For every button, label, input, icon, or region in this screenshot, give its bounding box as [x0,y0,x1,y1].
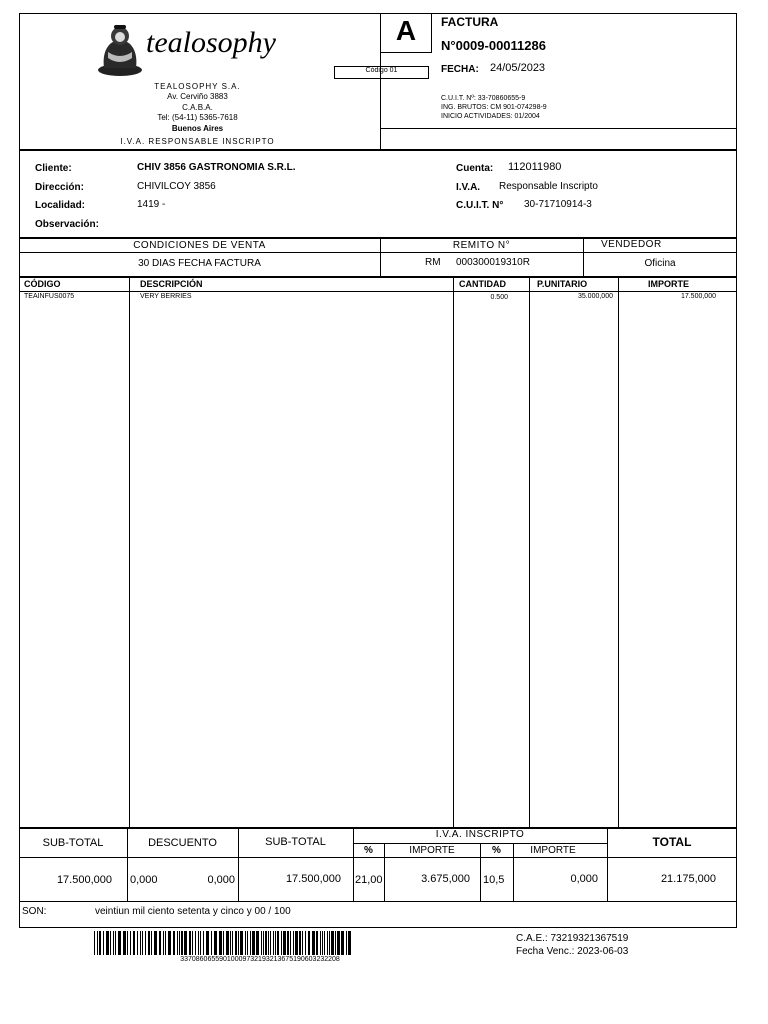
barcode-bar [154,931,157,955]
cliente-label: Cliente: [35,163,72,174]
barcode-bar [130,931,131,955]
descuento-pct-value: 0,000 [130,874,158,886]
remito-value: 000300019310R [456,257,530,268]
barcode-bar [245,931,246,955]
logo-text: tealosophy [146,26,276,59]
barcode-bar [287,931,289,955]
row-unitario: 35.000,000 [577,293,613,300]
barcode-bar [316,931,318,955]
total-value: 21.175,000 [660,873,716,885]
son-text: veintiun mil ciento setenta y cinco y 00 / 100 [95,906,291,917]
company-name: TEALOSOPHY S.A. [154,82,241,91]
barcode-bar [206,931,209,955]
descuento-amt-value: 0,000 [207,874,235,886]
barcode-bar [219,931,222,955]
barcode-bar [211,931,212,955]
ing-brutos-line: ING. BRUTOS: CM 901-074298-9 [441,104,547,111]
barcode-bar [283,931,286,955]
company-iva-condition: I.V.A. RESPONSABLE INSCRIPTO [120,137,275,146]
items-col-div-2 [453,277,454,828]
conditions-mid-rule [19,252,737,253]
iva1-amt-value: 3.675,000 [421,873,470,885]
barcode-bar [140,931,141,955]
company-address: Av. Cerviño 3883 [167,92,228,101]
barcode-bar [273,931,274,955]
iva2-importe-label: IMPORTE [530,845,576,856]
company-phone: Tel: (54-11) 5365-7618 [157,113,238,122]
barcode-bar [192,931,193,955]
barcode-bar [148,931,150,955]
barcode-bar [110,931,111,955]
barcode [94,931,426,955]
iva2-pct-label: % [492,845,501,856]
barcode-bar [94,931,95,955]
condiciones-label: CONDICIONES DE VENTA [133,240,266,251]
iva2-amt-value: 0,000 [570,873,598,885]
iva1-pct-value: 21,00 [355,874,383,886]
fecha-label: FECHA: [441,64,479,75]
barcode-bar [265,931,267,955]
barcode-bar [181,931,183,955]
barcode-bar [99,931,101,955]
items-col-div-3 [529,277,530,828]
barcode-bar [223,931,224,955]
vendedor-value: Oficina [644,258,676,269]
localidad-value: 1419 - [137,199,166,210]
cuenta-label: Cuenta: [456,163,494,174]
barcode-bar [113,931,114,955]
barcode-bar [145,931,146,955]
subtotal2-value: 17.500,000 [285,873,341,885]
barcode-bar [163,931,164,955]
barcode-bar [103,931,104,955]
barcode-bar [127,931,128,955]
barcode-bar [235,931,237,955]
localidad-label: Localidad: [35,200,86,211]
iva2-pct-value: 10,5 [483,874,505,886]
row-importe: 17.500,000 [680,293,716,300]
row-codigo: TEAINFUS0075 [24,293,75,300]
barcode-bar [299,931,301,955]
barcode-bar [177,931,178,955]
barcode-bar [324,931,325,955]
barcode-bar [341,931,344,955]
barcode-bar [346,931,347,955]
barcode-bar [133,931,135,955]
items-col-div-1 [129,277,130,828]
barcode-bar [165,931,166,955]
items-col-div-4 [618,277,619,828]
row-descripcion: VERY BERRIES [140,293,192,300]
teapot-figure-icon [94,22,146,78]
barcode-bar [331,931,334,955]
fecha-value: 24/05/2023 [490,62,546,74]
iva-value: Responsable Inscripto [499,181,598,192]
barcode-bar [238,931,239,955]
iva1-importe-label: IMPORTE [409,845,455,856]
barcode-bar [250,931,251,955]
barcode-bar [329,931,330,955]
barcode-bar [252,931,255,955]
barcode-bar [168,931,171,955]
subtotal2-label: SUB-TOTAL [265,836,326,848]
barcode-bar [106,931,109,955]
barcode-bar [275,931,276,955]
barcode-bar [337,931,340,955]
items-table [19,277,737,828]
invoice-title: FACTURA [441,15,499,29]
barcode-bar [173,931,175,955]
cuenta-value: 112011980 [508,161,562,173]
barcode-bar [189,931,191,955]
header-descripcion: DESCRIPCIÓN [140,279,203,289]
barcode-bar [142,931,143,955]
barcode-bar [263,931,264,955]
subtotal1-value: 17.500,000 [56,874,112,886]
cuit-value: 30-71710914-3 [524,199,592,210]
barcode-bar [327,931,328,955]
observacion-label: Observación: [35,219,99,230]
remito-label: REMITO N° [452,240,511,251]
barcode-bar [256,931,259,955]
inicio-actividades-line: INICIO ACTIVIDADES: 01/2004 [441,113,540,120]
barcode-bar [308,931,310,955]
cae-vencimiento: Fecha Venc.: 2023-06-03 [516,946,629,957]
remito-prefix: RM [425,257,441,268]
barcode-bar [348,931,351,955]
total-label: TOTAL [652,835,692,849]
son-label: SON: [22,906,47,917]
descuento-label: DESCUENTO [148,837,217,849]
barcode-bar [240,931,243,955]
header-codigo: CÓDIGO [24,279,61,289]
row-cantidad: 0.500 [490,294,508,301]
barcode-bar [97,931,98,955]
cuit-line: C.U.I.T. Nº: 33-70860655-9 [441,95,526,102]
client-box [19,150,737,238]
barcode-bar [200,931,201,955]
subtotal1-label: SUB-TOTAL [42,837,104,849]
barcode-bar [226,931,229,955]
barcode-bar [290,931,291,955]
barcode-bar [281,931,282,955]
barcode-bar [214,931,217,955]
company-city: C.A.B.A. [182,103,213,112]
barcode-bar [261,931,262,955]
barcode-bar [118,931,121,955]
barcode-bar [123,931,126,955]
direccion-value: CHIVILCOY 3856 [137,181,216,192]
cuit-label: C.U.I.T. N° [456,200,504,211]
barcode-bar [270,931,271,955]
barcode-bar [232,931,233,955]
header-cantidad: CANTIDAD [459,279,506,289]
condiciones-value: 30 DIAS FECHA FACTURA [138,258,261,269]
items-header-rule [19,291,737,292]
logo [94,22,309,78]
codigo-label: Código 01 [365,67,398,74]
barcode-bar [203,931,204,955]
iva1-pct-label: % [364,845,373,856]
barcode-number: 33708606559010009732193213675190603232208 [180,956,340,963]
cliente-value: CHIV 3856 GASTRONOMIA S.R.L. [137,162,296,173]
cae: C.A.E.: 73219321367519 [516,933,629,944]
barcode-bar [179,931,180,955]
header-importe: IMPORTE [648,279,690,289]
barcode-bar [312,931,315,955]
barcode-bar [322,931,323,955]
barcode-bar [295,931,298,955]
iva-label: I.V.A. [456,182,481,193]
barcode-bar [320,931,321,955]
barcode-bar [302,931,303,955]
barcode-bar [268,931,269,955]
header-unitario: P.UNITARIO [537,279,588,289]
barcode-bar [335,931,336,955]
direccion-label: Dirección: [35,182,84,193]
barcode-bar [151,931,152,955]
barcode-bar [305,931,306,955]
vendedor-label: VENDEDOR [601,239,662,250]
barcode-bar [115,931,116,955]
barcode-bar [137,931,138,955]
barcode-bar [198,931,199,955]
barcode-bar [230,931,231,955]
barcode-bar [159,931,161,955]
iva-header: I.V.A. INSCRIPTO [435,829,525,840]
header-right-bottom-rule [380,128,737,129]
invoice-number: N°0009-00011286 [441,38,546,53]
barcode-bar [277,931,279,955]
barcode-bar [247,931,248,955]
barcode-bar [293,931,294,955]
barcode-bar [184,931,187,955]
company-province: Buenos Aires [171,124,224,133]
barcode-bar [195,931,196,955]
invoice-letter: A [395,15,417,46]
